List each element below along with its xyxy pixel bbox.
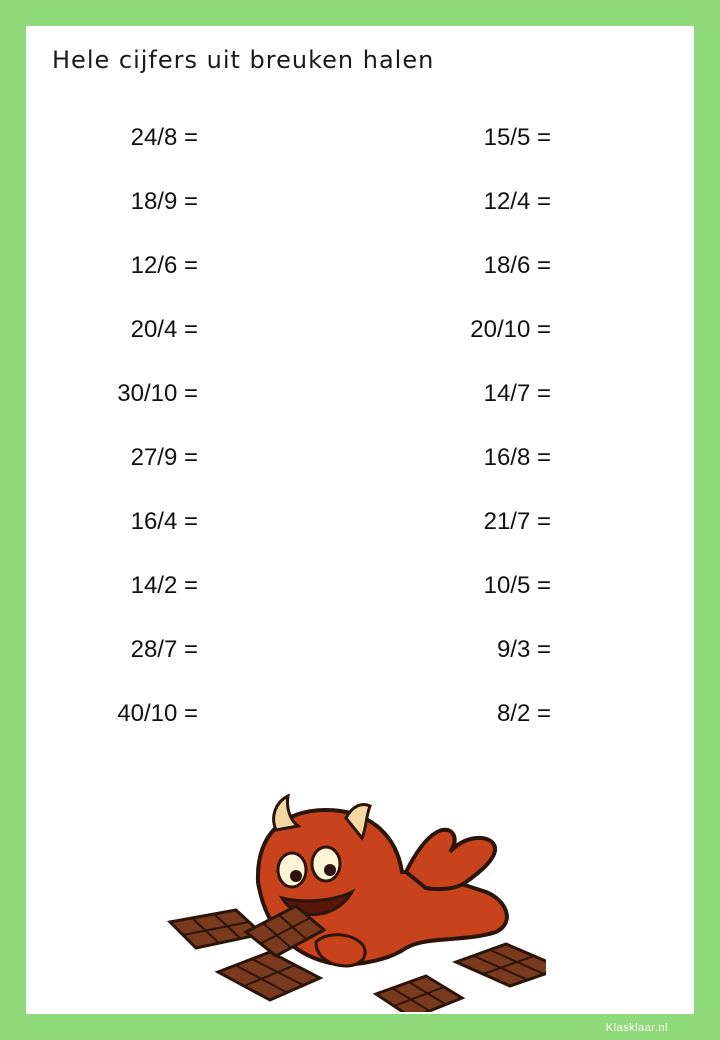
chocolate-bar-icon: [218, 952, 320, 1000]
monster-eating-chocolate-icon: [166, 772, 546, 1012]
problem-item: 15/5 =: [483, 124, 551, 151]
problem-item: 18/6 =: [483, 252, 551, 279]
problem-item: 20/4 =: [130, 316, 198, 343]
problem-item: 30/10 =: [117, 380, 198, 407]
problem-item: 12/6 =: [130, 252, 198, 279]
chocolate-bar-icon: [170, 910, 262, 948]
problem-item: 27/9 =: [130, 444, 198, 471]
problem-item: 10/5 =: [483, 572, 551, 599]
right-problem-column: [419, 120, 551, 760]
problem-item: 28/7 =: [130, 636, 198, 663]
problem-item: 20/10 =: [470, 316, 551, 343]
worksheet-page: [26, 26, 694, 1014]
problem-item: 16/4 =: [130, 508, 198, 535]
problem-item: 14/2 =: [130, 572, 198, 599]
problem-item: 16/8 =: [483, 444, 551, 471]
problem-item: 18/9 =: [130, 188, 198, 215]
problem-item: 40/10 =: [117, 700, 198, 727]
worksheet-title: Hele cijfers uit breuken halen: [52, 46, 435, 74]
problem-item: 9/3 =: [496, 636, 551, 663]
problem-item: 8/2 =: [496, 700, 551, 727]
problem-item: 24/8 =: [130, 124, 198, 151]
chocolate-bar-icon: [376, 976, 462, 1012]
left-problem-column: [66, 120, 198, 760]
problem-item: 12/4 =: [483, 188, 551, 215]
chocolate-bar-icon: [456, 944, 546, 986]
problem-item: 21/7 =: [483, 508, 551, 535]
problem-item: 14/7 =: [483, 380, 551, 407]
footer-brand: Klasklaar.nl: [605, 1022, 668, 1034]
